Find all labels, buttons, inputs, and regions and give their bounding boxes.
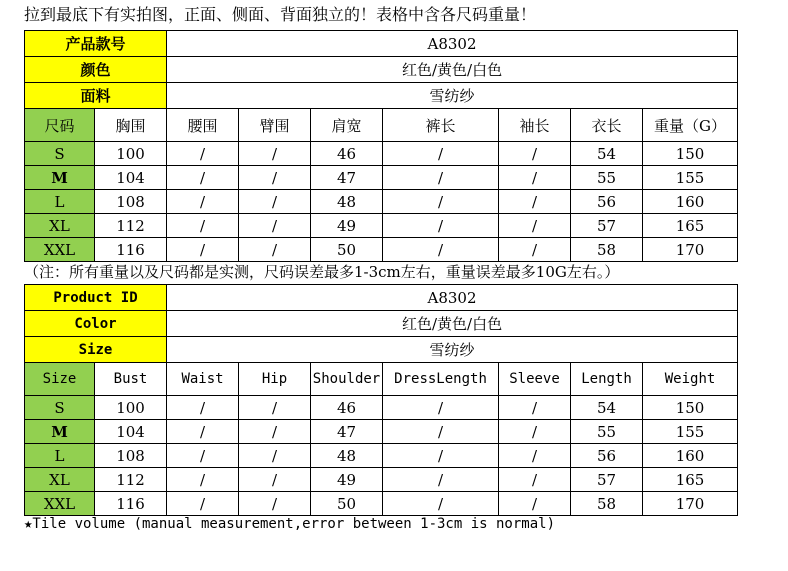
info-label: 产品款号 bbox=[25, 31, 167, 57]
info-label: Size bbox=[25, 337, 167, 363]
table-cell: / bbox=[239, 166, 311, 190]
size-cell: XL bbox=[25, 468, 95, 492]
table-cell: 155 bbox=[643, 420, 738, 444]
table-cell: 58 bbox=[571, 238, 643, 262]
column-header: Shoulder bbox=[311, 363, 383, 396]
table-cell: / bbox=[383, 444, 499, 468]
table-cell: / bbox=[239, 444, 311, 468]
table-cell: 48 bbox=[311, 444, 383, 468]
table-cell: / bbox=[167, 492, 239, 516]
table-cell: 55 bbox=[571, 420, 643, 444]
column-header: Bust bbox=[95, 363, 167, 396]
table-cell: / bbox=[239, 214, 311, 238]
table-row bbox=[25, 190, 738, 214]
table-cell: 49 bbox=[311, 468, 383, 492]
table-row bbox=[25, 166, 738, 190]
table-cell: / bbox=[239, 468, 311, 492]
table-cell: 58 bbox=[571, 492, 643, 516]
table-cell: 100 bbox=[95, 396, 167, 420]
table-row bbox=[25, 444, 738, 468]
measurement-note: （注：所有重量以及尺码都是实测，尺码误差最多1-3cm左右，重量误差最多10G左右。） bbox=[24, 263, 620, 281]
table-cell: 57 bbox=[571, 214, 643, 238]
table-cell: 165 bbox=[643, 468, 738, 492]
info-row-product-id bbox=[25, 285, 738, 311]
column-header: 腰围 bbox=[167, 109, 239, 142]
table-cell: / bbox=[383, 166, 499, 190]
column-header: Sleeve bbox=[499, 363, 571, 396]
table-cell: / bbox=[167, 142, 239, 166]
table-cell: / bbox=[499, 444, 571, 468]
tile-volume-note: ★Tile volume (manual measurement,error between 1-3cm is normal) bbox=[24, 516, 556, 532]
info-row-color bbox=[25, 57, 738, 83]
table-header-row bbox=[25, 109, 738, 142]
table-cell: / bbox=[167, 396, 239, 420]
table-cell: / bbox=[167, 444, 239, 468]
info-row-fabric bbox=[25, 83, 738, 109]
table-cell: / bbox=[239, 190, 311, 214]
table-cell: / bbox=[383, 190, 499, 214]
size-cell: XXL bbox=[25, 238, 95, 262]
table-cell: / bbox=[499, 166, 571, 190]
table-cell: / bbox=[499, 238, 571, 262]
info-value: A8302 bbox=[167, 31, 738, 57]
table-cell: / bbox=[499, 492, 571, 516]
size-cell: M bbox=[25, 166, 95, 190]
column-header: DressLength bbox=[383, 363, 499, 396]
size-cell: L bbox=[25, 444, 95, 468]
table-cell: 170 bbox=[643, 238, 738, 262]
info-label: Product ID bbox=[25, 285, 167, 311]
table-row bbox=[25, 396, 738, 420]
table-cell: 116 bbox=[95, 492, 167, 516]
table-header-row bbox=[25, 363, 738, 396]
size-cell: S bbox=[25, 396, 95, 420]
table-cell: 150 bbox=[643, 142, 738, 166]
table-cell: / bbox=[383, 214, 499, 238]
table-cell: / bbox=[383, 238, 499, 262]
table-row bbox=[25, 142, 738, 166]
table-cell: 47 bbox=[311, 166, 383, 190]
table-cell: / bbox=[167, 238, 239, 262]
table-cell: / bbox=[499, 190, 571, 214]
table-row bbox=[25, 468, 738, 492]
table-cell: 150 bbox=[643, 396, 738, 420]
table-row bbox=[25, 214, 738, 238]
info-label: Color bbox=[25, 311, 167, 337]
table-cell: 108 bbox=[95, 190, 167, 214]
column-header: 臂围 bbox=[239, 109, 311, 142]
table-cell: / bbox=[499, 420, 571, 444]
table-cell: / bbox=[167, 190, 239, 214]
table-cell: / bbox=[239, 492, 311, 516]
table-cell: 165 bbox=[643, 214, 738, 238]
table-cell: 170 bbox=[643, 492, 738, 516]
size-table-chinese bbox=[24, 30, 738, 262]
table-cell: / bbox=[239, 238, 311, 262]
table-cell: 112 bbox=[95, 468, 167, 492]
size-cell: L bbox=[25, 190, 95, 214]
info-value: 红色/黄色/白色 bbox=[167, 57, 738, 83]
table-cell: 46 bbox=[311, 396, 383, 420]
table-cell: / bbox=[499, 396, 571, 420]
column-header: Waist bbox=[167, 363, 239, 396]
table-cell: / bbox=[499, 142, 571, 166]
table-cell: 54 bbox=[571, 142, 643, 166]
column-header: 胸围 bbox=[95, 109, 167, 142]
table-cell: 160 bbox=[643, 190, 738, 214]
column-header: Size bbox=[25, 363, 95, 396]
size-cell: M bbox=[25, 420, 95, 444]
size-cell: XL bbox=[25, 214, 95, 238]
table-cell: 112 bbox=[95, 214, 167, 238]
table-cell: / bbox=[167, 468, 239, 492]
table-cell: 50 bbox=[311, 492, 383, 516]
table-cell: / bbox=[167, 214, 239, 238]
table-cell: 56 bbox=[571, 444, 643, 468]
table-cell: 56 bbox=[571, 190, 643, 214]
table-cell: / bbox=[239, 396, 311, 420]
table-cell: 50 bbox=[311, 238, 383, 262]
table-cell: / bbox=[383, 142, 499, 166]
column-header: 尺码 bbox=[25, 109, 95, 142]
info-row-product-id bbox=[25, 31, 738, 57]
table-cell: / bbox=[383, 492, 499, 516]
info-value: 红色/黄色/白色 bbox=[167, 311, 738, 337]
table-row bbox=[25, 238, 738, 262]
size-cell: XXL bbox=[25, 492, 95, 516]
info-row-color bbox=[25, 311, 738, 337]
table-cell: 54 bbox=[571, 396, 643, 420]
table-cell: 46 bbox=[311, 142, 383, 166]
table-cell: 47 bbox=[311, 420, 383, 444]
table-cell: 49 bbox=[311, 214, 383, 238]
column-header: 肩宽 bbox=[311, 109, 383, 142]
table-row bbox=[25, 492, 738, 516]
table-cell: / bbox=[383, 396, 499, 420]
column-header: Length bbox=[571, 363, 643, 396]
table-cell: 100 bbox=[95, 142, 167, 166]
table-cell: 57 bbox=[571, 468, 643, 492]
column-header: Weight bbox=[643, 363, 738, 396]
table-cell: / bbox=[239, 142, 311, 166]
table-cell: / bbox=[167, 420, 239, 444]
info-value: 雪纺纱 bbox=[167, 337, 738, 363]
info-row-size bbox=[25, 337, 738, 363]
info-label: 颜色 bbox=[25, 57, 167, 83]
table-cell: 108 bbox=[95, 444, 167, 468]
table-cell: 104 bbox=[95, 420, 167, 444]
table-cell: / bbox=[239, 420, 311, 444]
column-header: 重量（G） bbox=[643, 109, 738, 142]
column-header: Hip bbox=[239, 363, 311, 396]
table-row bbox=[25, 420, 738, 444]
table-cell: 48 bbox=[311, 190, 383, 214]
table-cell: / bbox=[499, 468, 571, 492]
table-cell: / bbox=[499, 214, 571, 238]
table-cell: 55 bbox=[571, 166, 643, 190]
table-cell: 116 bbox=[95, 238, 167, 262]
info-label: 面料 bbox=[25, 83, 167, 109]
table-cell: / bbox=[383, 420, 499, 444]
column-header: 裤长 bbox=[383, 109, 499, 142]
table-cell: / bbox=[167, 166, 239, 190]
column-header: 袖长 bbox=[499, 109, 571, 142]
size-table-english bbox=[24, 284, 738, 516]
top-note: 拉到最底下有实拍图，正面、侧面、背面独立的！表格中含各尺码重量！ bbox=[24, 5, 537, 24]
column-header: 衣长 bbox=[571, 109, 643, 142]
table-cell: 160 bbox=[643, 444, 738, 468]
info-value: 雪纺纱 bbox=[167, 83, 738, 109]
size-cell: S bbox=[25, 142, 95, 166]
table-cell: 155 bbox=[643, 166, 738, 190]
info-value: A8302 bbox=[167, 285, 738, 311]
table-cell: / bbox=[383, 468, 499, 492]
table-cell: 104 bbox=[95, 166, 167, 190]
